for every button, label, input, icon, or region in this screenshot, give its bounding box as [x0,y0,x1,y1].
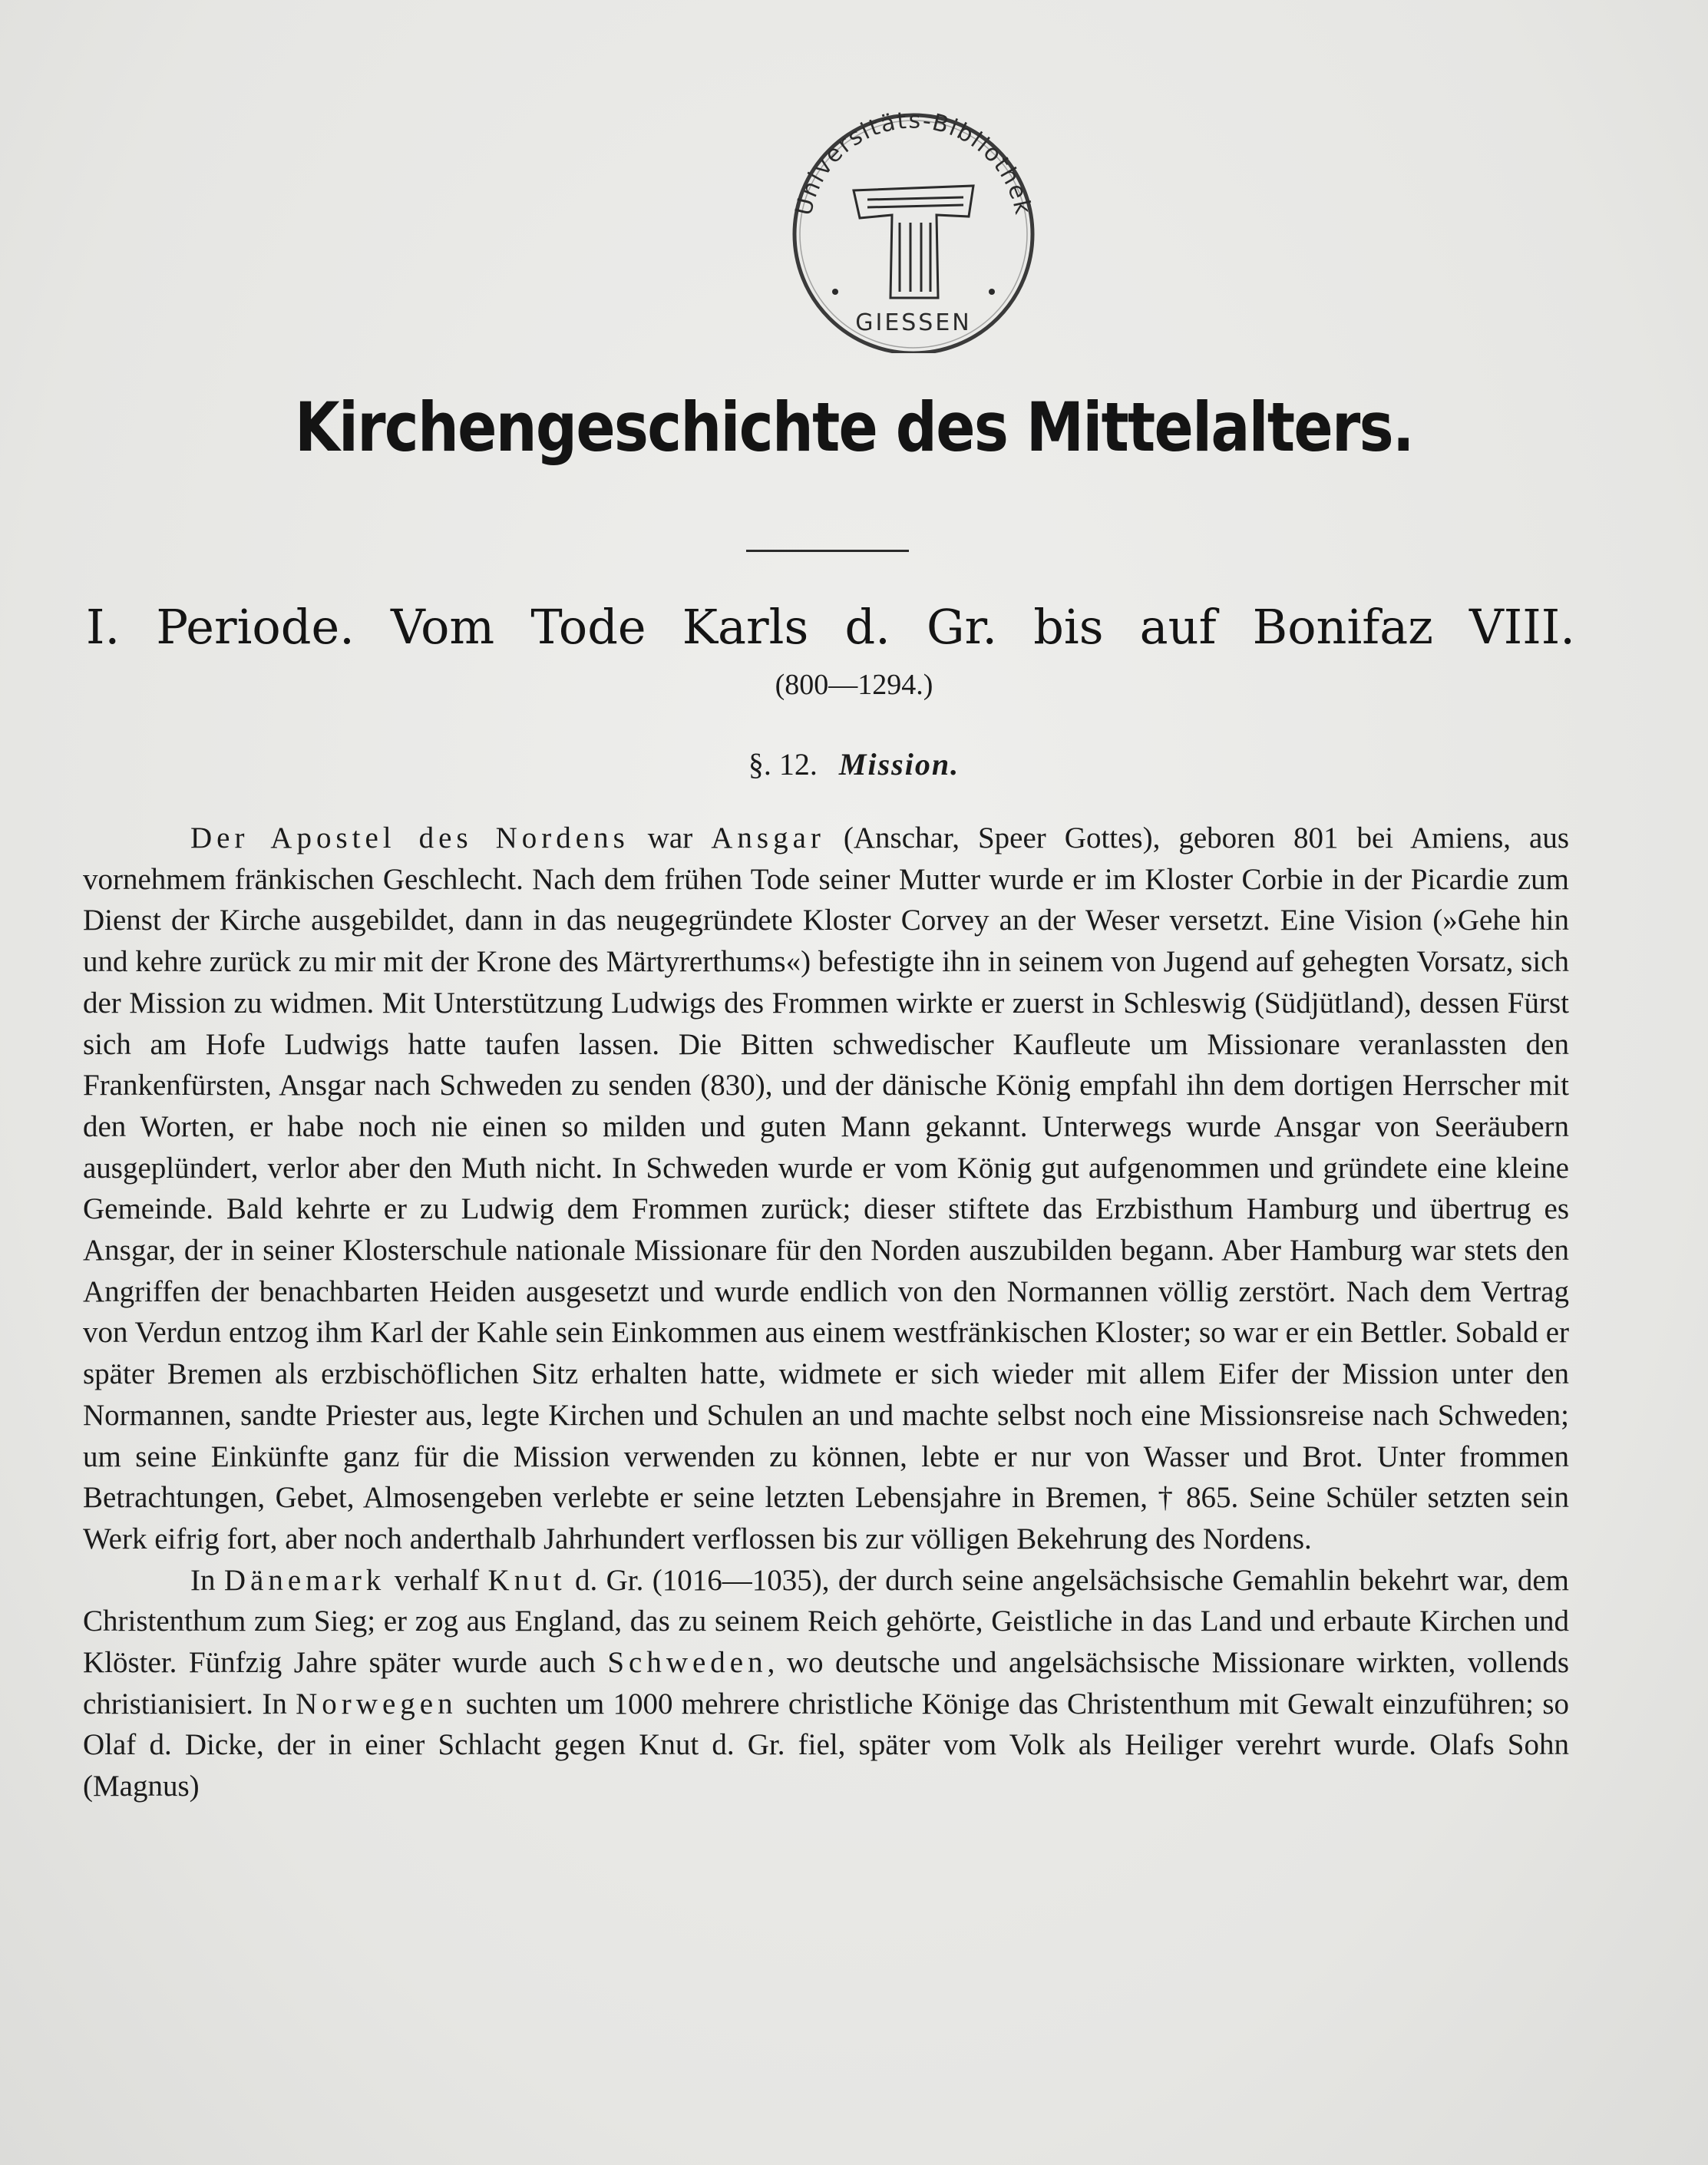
emphasized-text: Der Apostel des Nordens [190,821,629,854]
emphasized-text: Knut [487,1563,567,1597]
section-heading [0,746,1708,782]
section-number: §. 12. [748,747,818,782]
text-segment: d. Gr. (1016—1035), der durch seine angelsächsische Gemahlin bekehrt war, dem Christenthum zum Sieg; er zog aus England, das zu seinem Reich gehörte, Geistliche in das Land und erbaute Kirchen und Klöster. Fünfzig Jahre später wurde auch [83,1563,1569,1680]
stamp-arc-text: Universitäts-Bibliothek [790,107,1037,219]
tau-cross-icon [854,186,973,298]
emphasized-text: Dänemark [223,1563,386,1597]
svg-text:Universitäts-Bibliothek [791,107,1037,218]
text-segment: suchten um 1000 mehrere christliche Könige das Christenthum mit Gewalt einzuführen; so Olaf d. Dicke, der in einer Schlacht gegen Knut d. Gr. fiel, später vom Volk als Heiliger verehrt wurde. Olafs Sohn (Magnus) [83,1687,1569,1803]
period-dates: (800—1294.) [775,669,933,701]
emphasized-text: Ansgar [711,821,825,854]
emphasized-text: Schweden [607,1646,768,1680]
paragraph [83,818,1569,1560]
paragraph [83,1560,1569,1807]
period-heading: I. Periode. Vom Tode Karls d. Gr. bis auf Bonifaz VIII. [86,599,1575,655]
page-title: Kirchengeschichte des Mittelalters. [295,388,1413,467]
stamp-bottom-text: GIESSEN [855,309,972,336]
title-divider [746,550,909,552]
library-stamp [768,100,1059,353]
text-segment: In [190,1563,224,1597]
section-title: Mission. [838,747,960,782]
text-segment: (Anschar, Speer Gottes), geboren 801 bei Amiens, aus vornehmem fränkischen Geschlecht. Nach dem frühen Tode seiner Mutter wurde er im Kloster Corbie in der Picardie zum Dienst der Kirche ausgebildet, dann in das neugegründete Kloster Corvey an der Weser versetzt. Eine Vision (»Gehe hin und kehre zurück zu mir mit der Krone des Märtyrerthums«) befestigte ihn in seinem von Jugend auf gehegten Vorsatz, sich der Mission zu widmen. Mit Unterstützung Ludwigs des Frommen wirkte er zuerst in Schleswig (Südjütland), dessen Fürst sich am Hofe Ludwigs hatte taufen lassen. Die Bitten schwedischer Kaufleute um Missionare veranlassten den Frankenfürsten, Ansgar nach Schweden zu senden (830), und der dänische König empfahl ihn dem dortigen Herrscher mit den Worten, er habe noch nie einen so milden und guten Mann gekannt. Unterwegs wurde Ansgar von Seeräubern ausgeplündert, verlor aber den Muth nicht. In Schweden wurde er vom König gut aufgenommen und gründete eine kleine Gemeinde. Bald kehrte er zu Ludwig dem Frommen zurück; dieser stiftete das Erzbisthum Hamburg und übertrug es Ansgar, der in seiner Klosterschule nationale Missionare für den Norden auszubilden begann. Aber Hamburg war stets den Angriffen der benachbarten Heiden ausgesetzt und wurde endlich von den Normannen völlig zerstört. Nach dem Vertrag von Verdun entzog ihm Karl der Kahle sein Einkommen aus einem westfränkischen Kloster; so war er ein Bettler. Sobald er später Bremen als erzbischöflichen Sitz erhalten hatte, widmete er sich wieder mit allem Eifer der Mission unter den Normannen, sandte Priester aus, legte Kirchen und Schulen an und machte selbst noch eine Missionsreise nach Schweden; um seine Einkünfte ganz für die Mission verwenden zu können, lebte er nur von Wasser und Brot. Unter frommen Betrachtungen, Gebet, Almosengeben verlebte er seine letzten Lebensjahre in Bremen, † 865. Seine Schüler setzten sein Werk eifrig fort, aber noch anderthalb Jahrhundert verflossen bis zur völligen Bekehrung des Nordens. [83,821,1569,1555]
body-text [83,818,1569,1807]
text-segment: verhalf [385,1563,488,1597]
emphasized-text: Norwegen [296,1687,458,1720]
text-segment: war [629,821,712,854]
text-segment: , wo deutsche und angelsächsische Missionare wirkten, vollends christianisiert. In [83,1646,1569,1720]
